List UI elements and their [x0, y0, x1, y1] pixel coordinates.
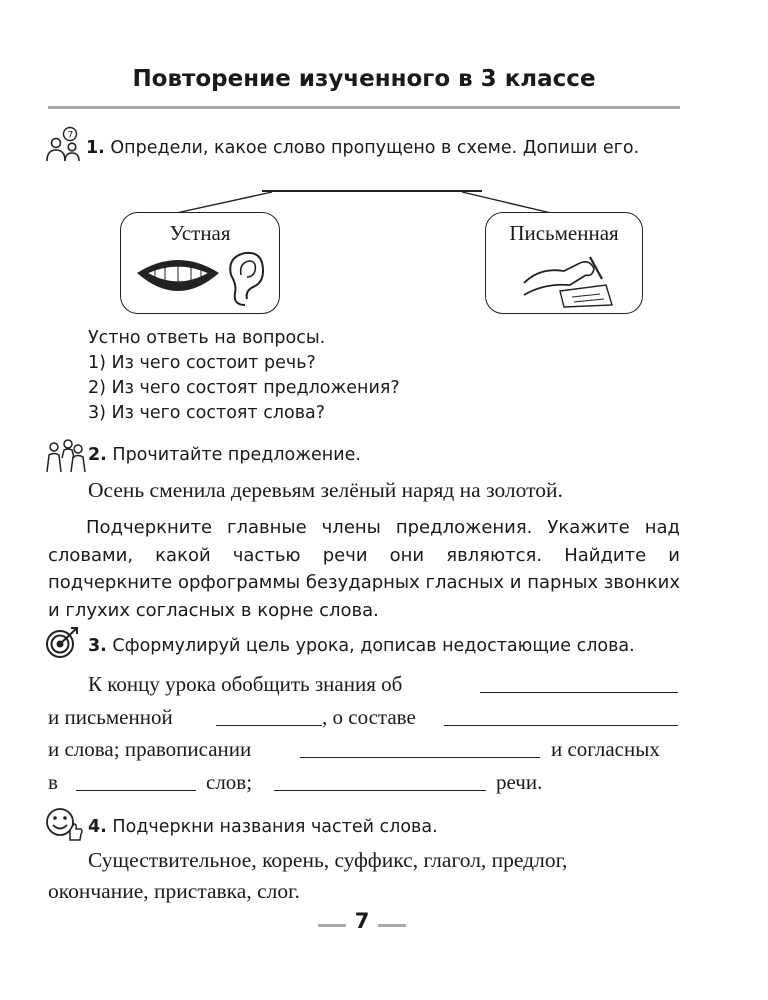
page-title: Повторение изученного в 3 классе	[132, 66, 596, 92]
question-item: 1) Из чего состоит речь?	[88, 353, 316, 373]
page-number: 7	[354, 909, 370, 933]
task3-number: 3.	[88, 636, 107, 656]
task2-number: 2.	[88, 445, 107, 465]
task2-paragraph-text: Подчеркните главные члены предложения. Укажите над словами, какой частью речи они являются. Найдите и подчеркните орфограммы безударных гласных и парных звонких и глухих согласных в корне слова.	[48, 517, 680, 621]
goal-text: и письменной	[48, 705, 173, 729]
word-parts-line-2: окончание, приставка, слог.	[48, 879, 300, 903]
written-speech-box	[485, 212, 643, 314]
task2-heading	[88, 445, 361, 465]
task4-instruction: Подчеркни названия частей слова.	[112, 817, 438, 837]
fill-blank[interactable]	[300, 737, 540, 758]
task2-sentence: Осень сменила деревьям зелёный наряд на золотой.	[88, 478, 563, 502]
goal-text: , о составе	[322, 705, 416, 729]
task1-number: 1.	[86, 138, 105, 158]
question-item: 3) Из чего состоят слова?	[88, 403, 326, 423]
task1-instruction: Определи, какое слово пропущено в схеме. Допиши его.	[110, 138, 640, 158]
task3-heading	[88, 636, 635, 656]
ear-icon	[225, 247, 269, 309]
goal-text: речи.	[496, 770, 543, 794]
task2-paragraph	[48, 514, 680, 624]
fill-blank[interactable]	[480, 672, 678, 693]
writing-hand-icon	[520, 249, 616, 309]
oral-speech-box	[120, 212, 280, 314]
question-item: 2) Из чего состоят предложения?	[88, 378, 400, 398]
page-number-dash-left	[318, 924, 346, 927]
task4-number: 4.	[88, 817, 107, 837]
goal-text: слов;	[206, 770, 253, 794]
smiley-thumb-icon	[44, 806, 78, 838]
group-work-icon	[44, 438, 78, 470]
task2-instruction: Прочитайте предложение.	[112, 445, 361, 465]
written-box-label: Письменная	[509, 221, 619, 245]
fill-blank[interactable]	[76, 770, 196, 791]
svg-text:7: 7	[67, 130, 74, 141]
word-parts-line-1: Существительное, корень, суффикс, глагол, предлог,	[88, 848, 568, 872]
goal-text: в	[48, 770, 58, 794]
oral-intro: Устно ответь на вопросы.	[88, 328, 326, 348]
oral-box-label: Устная	[169, 221, 231, 245]
task4-heading	[88, 817, 438, 837]
page-number-dash-right	[378, 924, 406, 927]
fill-blank[interactable]	[216, 705, 322, 726]
fill-blank[interactable]	[444, 705, 678, 726]
fill-blank[interactable]	[274, 770, 486, 791]
mouth-icon	[133, 251, 223, 303]
pair-discussion-icon	[44, 126, 78, 158]
goal-text: и слова; правописании	[48, 737, 252, 761]
goal-text: К концу урока обобщить знания об	[88, 672, 403, 696]
task1-heading	[86, 138, 639, 158]
goal-text: и согласных	[551, 737, 660, 761]
target-icon	[44, 626, 78, 658]
task3-instruction: Сформулируй цель урока, дописав недостающие слова.	[112, 636, 635, 656]
title-divider	[48, 106, 680, 109]
